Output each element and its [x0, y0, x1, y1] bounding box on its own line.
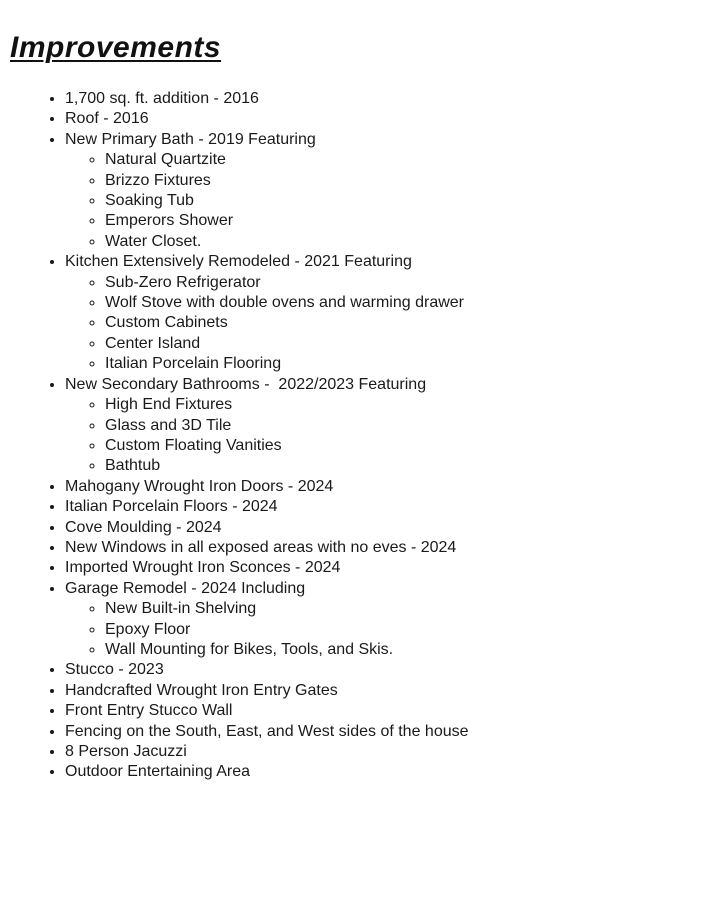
sub-list-item	[105, 334, 718, 354]
list-item	[65, 742, 718, 762]
list-item-text: Stucco - 2023	[65, 661, 164, 679]
list-item-text: Outdoor Entertaining Area	[65, 763, 251, 781]
list-item	[65, 722, 718, 742]
sub-list-item	[105, 191, 718, 211]
list-item	[65, 109, 718, 129]
list-item	[65, 497, 718, 517]
list-item-text: Mahogany Wrought Iron Doors - 2024	[65, 477, 334, 495]
list-item	[65, 579, 718, 661]
list-item-text: 8 Person Jacuzzi	[65, 743, 187, 760]
sub-list-item	[105, 395, 718, 415]
list-item	[65, 130, 718, 252]
list-item-text: New Primary Bath - 2019 Featuring	[65, 130, 316, 148]
sub-list	[65, 599, 718, 660]
sub-list-item-text: Italian Porcelain Flooring	[105, 355, 282, 373]
page-title: Improvements	[10, 31, 222, 64]
improvements-list	[0, 89, 718, 783]
sub-list-item	[105, 232, 718, 252]
sub-list-item-text: New Built-in Shelving	[105, 600, 257, 618]
list-item-text: Front Entry Stucco Wall	[65, 702, 233, 720]
sub-list-item	[105, 313, 718, 333]
sub-list	[65, 273, 718, 375]
list-item	[65, 558, 718, 578]
sub-list-item-text: Epoxy Floor	[105, 620, 191, 638]
sub-list-item-text: Custom Cabinets	[105, 314, 228, 332]
list-item	[65, 518, 718, 538]
list-item-text: Kitchen Extensively Remodeled - 2021 Featuring	[65, 253, 412, 271]
sub-list-item	[105, 211, 718, 231]
list-item-text: Handcrafted Wrought Iron Entry Gates	[65, 681, 338, 699]
list-item-text: New Secondary Bathrooms - 2022/2023 Featuring	[65, 375, 427, 393]
sub-list-item	[105, 456, 718, 476]
list-item	[65, 660, 718, 680]
sub-list-item	[105, 436, 718, 456]
list-item-text: Italian Porcelain Floors - 2024	[65, 498, 278, 516]
sub-list	[65, 395, 718, 477]
list-item-text: Fencing on the South, East, and West sides of the house	[65, 722, 469, 740]
sub-list-item-text: Wolf Stove with double ovens and warming drawer	[105, 294, 464, 312]
sub-list-item-text: Bathtub	[105, 457, 161, 475]
list-item-text: Cove Moulding - 2024	[65, 518, 222, 536]
list-item	[65, 762, 718, 782]
sub-list-item	[105, 354, 718, 374]
sub-list-item-text: Emperors Shower	[105, 212, 234, 230]
sub-list-item	[105, 171, 718, 191]
list-item	[65, 89, 718, 109]
sub-list-item	[105, 416, 718, 436]
list-item	[65, 701, 718, 721]
sub-list-item	[105, 640, 718, 660]
list-item-text: Imported Wrought Iron Sconces - 2024	[65, 559, 341, 577]
list-item	[65, 538, 718, 558]
sub-list-item-text: Wall Mounting for Bikes, Tools, and Skis.	[105, 640, 394, 658]
list-item	[65, 252, 718, 374]
sub-list-item	[105, 620, 718, 640]
sub-list-item-text: Soaking Tub	[105, 192, 194, 210]
list-item-text: New Windows in all exposed areas with no eves - 2024	[65, 538, 457, 556]
sub-list-item-text: Center Island	[105, 334, 201, 352]
list-item	[65, 681, 718, 701]
sub-list-item	[105, 293, 718, 313]
sub-list-item-text: High End Fixtures	[105, 396, 233, 414]
sub-list-item	[105, 150, 718, 170]
sub-list-item-text: Glass and 3D Tile	[105, 416, 232, 434]
list-item-text: Garage Remodel - 2024 Including	[65, 579, 306, 597]
sub-list-item	[105, 599, 718, 619]
list-item-text: 1,700 sq. ft. addition - 2016	[65, 90, 259, 107]
sub-list	[65, 150, 718, 252]
sub-list-item-text: Custom Floating Vanities	[105, 436, 282, 454]
sub-list-item-text: Water Closet.	[105, 232, 202, 250]
sub-list-item	[105, 273, 718, 293]
sub-list-item-text: Sub-Zero Refrigerator	[105, 273, 261, 291]
list-item	[65, 477, 718, 497]
list-item	[65, 375, 718, 477]
sub-list-item-text: Brizzo Fixtures	[105, 171, 211, 189]
sub-list-item-text: Natural Quartzite	[105, 151, 226, 169]
list-item-text: Roof - 2016	[65, 110, 149, 128]
